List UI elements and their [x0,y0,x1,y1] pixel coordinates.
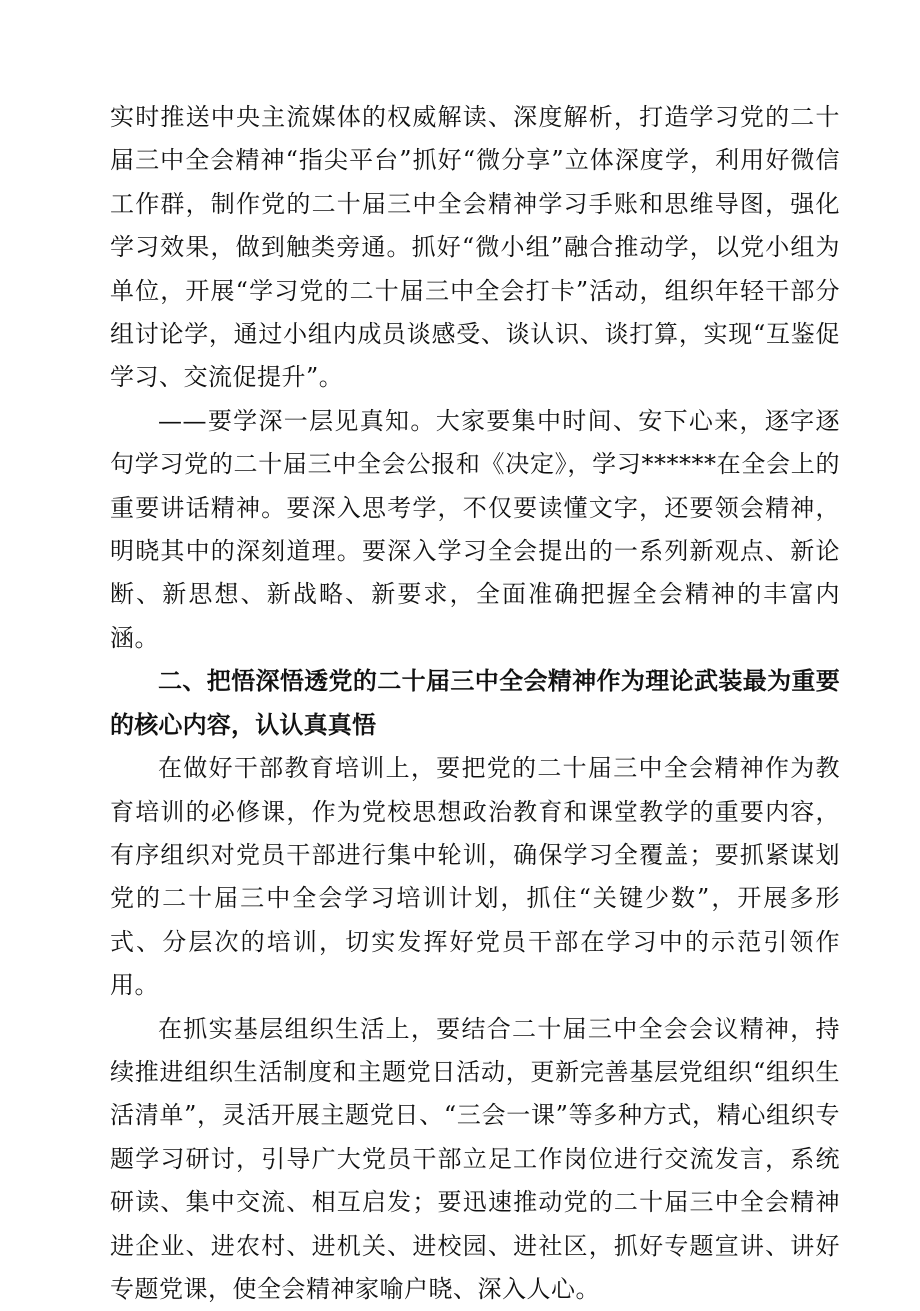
body-paragraph-4: 在抓实基层组织生活上，要结合二十届三中全会会议精神，持续推进组织生活制度和主题党日活动，更新完善基层党组织“组织生活清单”，灵活开展主题党日、“三会一课”等多种方式，精心组织专题学习研讨，引导广大党员干部立足工作岗位进行交流发言，系统研读、集中交流、相互启发；要迅速推动党的二十届三中全会精神进企业、进农村、进机关、进校园、进社区，抓好专题宣讲、讲好专题党课，使全会精神家喻户晓、深入人心。 [110,1014,840,1303]
section-heading-2: 二、把悟深悟透党的二十届三中全会精神作为理论武装最为重要的核心内容，认认真真悟 [110,667,840,739]
document-page [110,96,840,1311]
body-paragraph-2: ——要学深一层见真知。大家要集中时间、安下心来，逐字逐句学习党的二十届三中全会公报和《决定》，学习******在全会上的重要讲话精神。要深入思考学，不仅要读懂文字，还要领会精神，明晓其中的深刻道理。要深入学习全会提出的一系列新观点、新论断、新思想、新战略、新要求，全面准确把握全会精神的丰富内涵。 [110,406,840,652]
body-paragraph-1: 实时推送中央主流媒体的权威解读、深度解析，打造学习党的二十届三中全会精神“指尖平台”抓好“微分享”立体深度学，利用好微信工作群，制作党的二十届三中全会精神学习手账和思维导图，强化学习效果，做到触类旁通。抓好“微小组”融合推动学，以党小组为单位，开展“学习党的二十届三中全会打卡”活动，组织年轻干部分组讨论学，通过小组内成员谈感受、谈认识、谈打算，实现“互鉴促学习、交流促提升”。 [110,103,840,392]
body-paragraph-3: 在做好干部教育培训上，要把党的二十届三中全会精神作为教育培训的必修课，作为党校思想政治教育和课堂教学的重要内容，有序组织对党员干部进行集中轮训，确保学习全覆盖；要抓紧谋划党的二十届三中全会学习培训计划，抓住“关键少数”，开展多形式、分层次的培训，切实发挥好党员干部在学习中的示范引领作用。 [110,754,840,1000]
